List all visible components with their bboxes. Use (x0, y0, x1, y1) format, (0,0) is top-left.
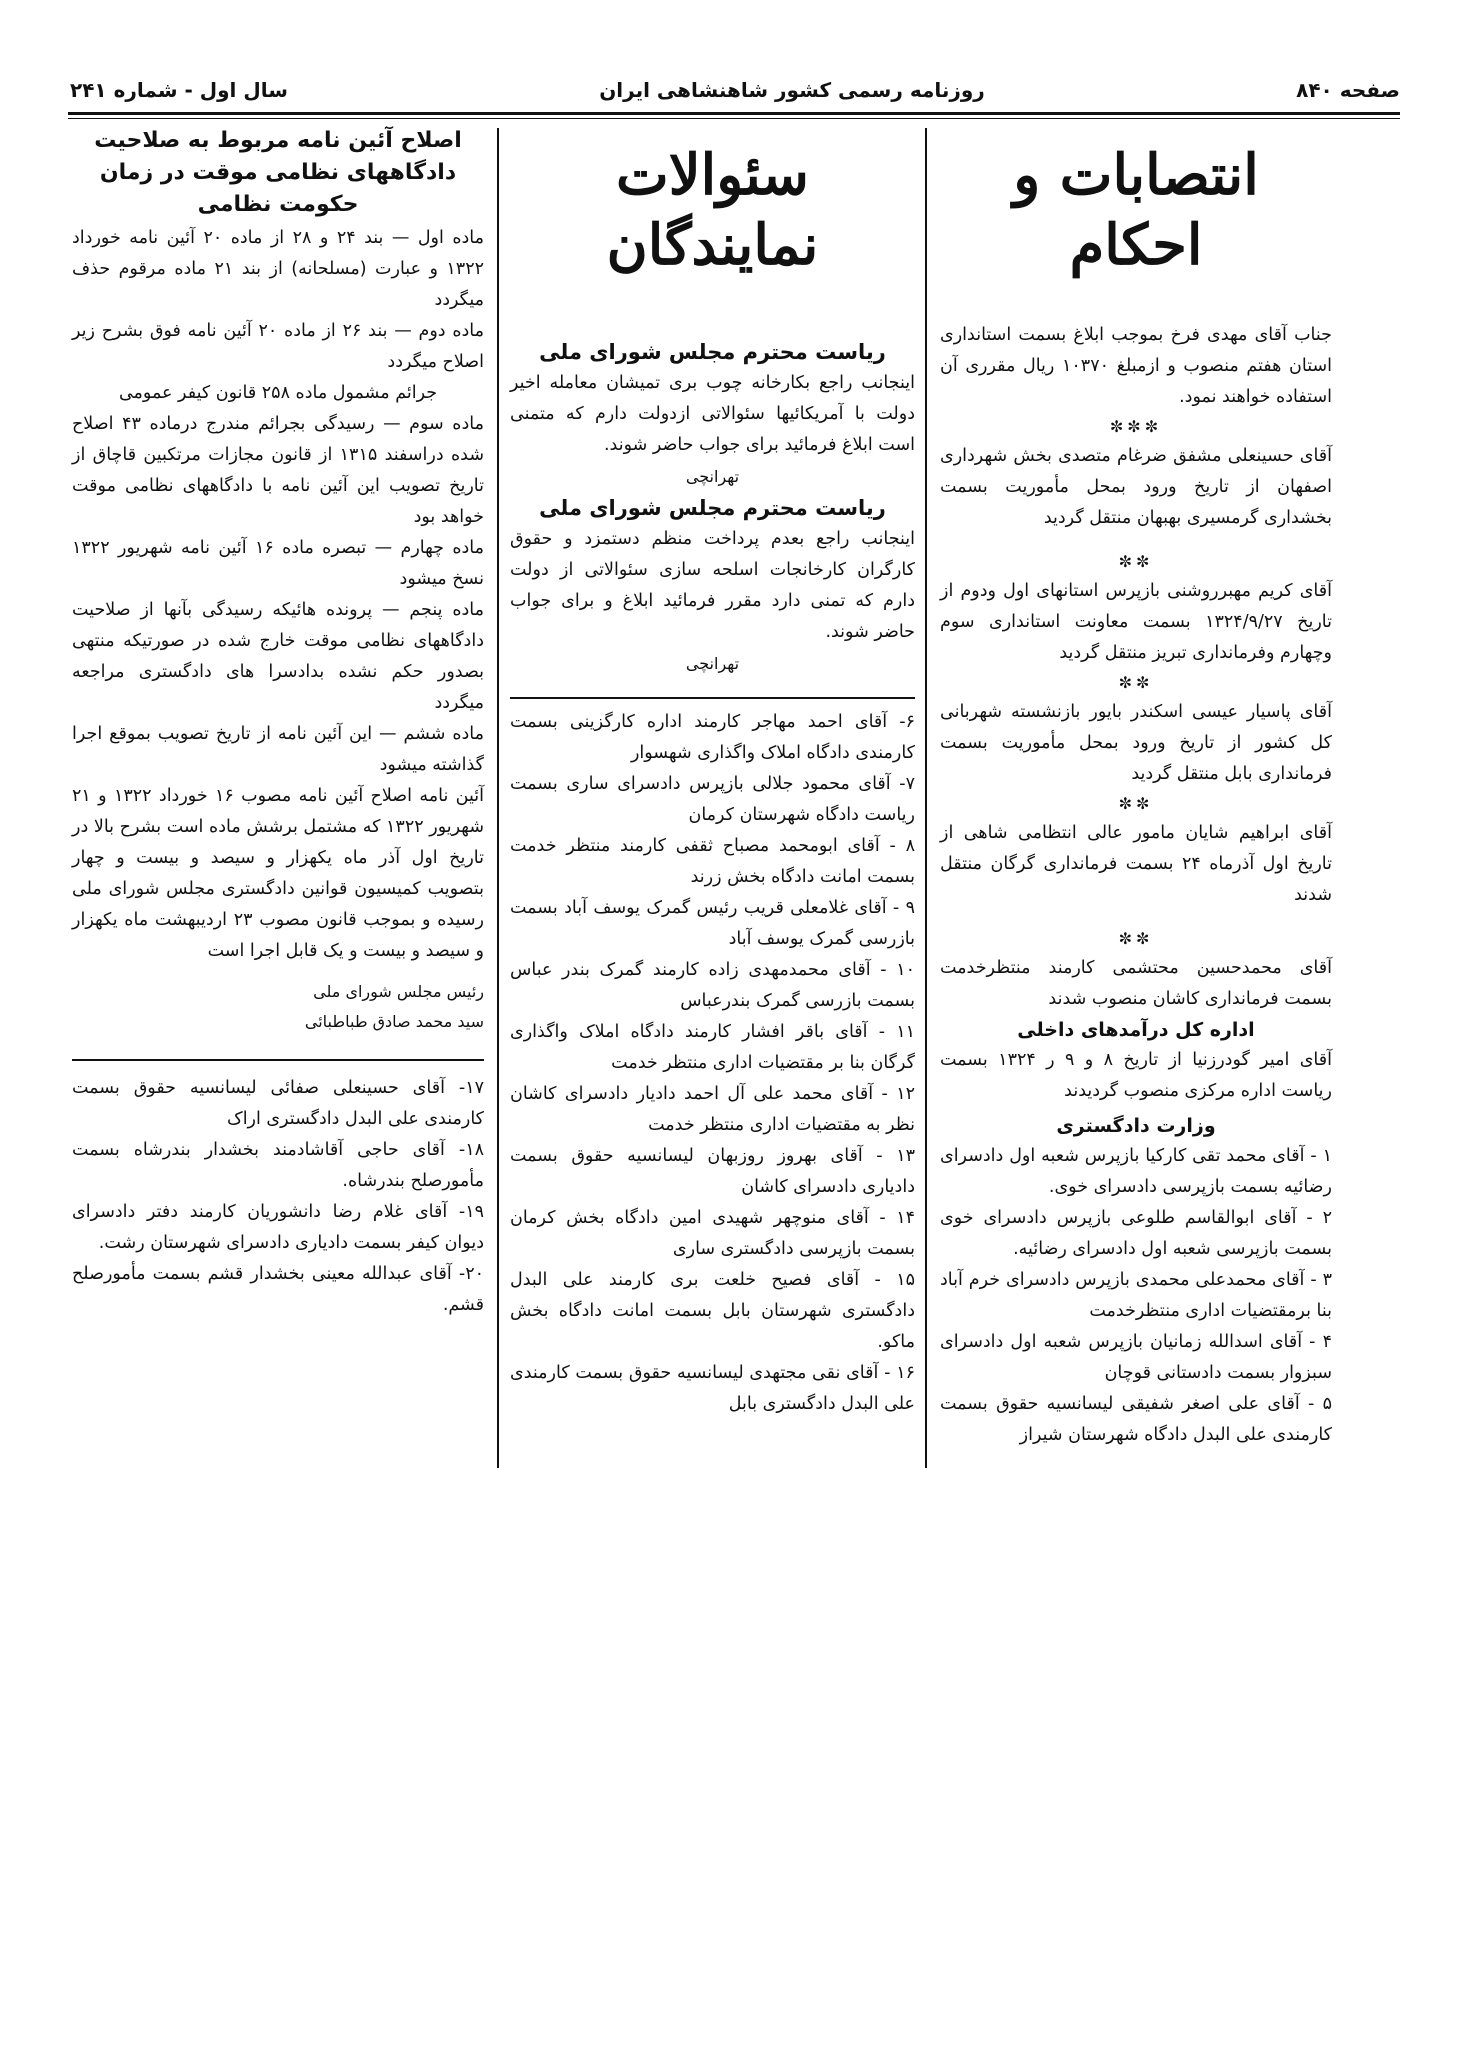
section-divider (72, 1059, 484, 1061)
signature: تهرانچی (685, 654, 740, 673)
page-header (70, 70, 1400, 110)
list-item: ۱۳ - آقای بهروز روزبهان لیسانسیه حقوق بسمت دادیاری دادسرای کاشان (510, 1146, 915, 1197)
section-heading: اداره کل درآمدهای داخلی (1017, 1019, 1255, 1041)
signature-name: سید محمد صادق طباطبائی (304, 1012, 484, 1031)
signature: تهرانچی (685, 467, 740, 486)
article-title: دادگاههای نظامی موقت در زمان (99, 160, 457, 185)
appointment-para: آقای محمدحسین محتشمی کارمند منتظرخدمت بسمت فرمانداری کاشان منصوب شدند (940, 958, 1332, 1009)
separator-ornament: ✼✼ (1118, 673, 1154, 692)
article-para: آئین نامه اصلاح آئین نامه مصوب ۱۶ خورداد ۱۳۲۲ و ۲۱ شهریور ۱۳۲۲ که مشتمل برشش ماده است بشرح بالا در تاریخ اول آذر ماه یکهزار و سیصد و بیست و چهار بتصویب کمیسیون قوانین دادگستری مجلس شورای ملی رسیده و بموجب قانون مصوب ۲۳ اردیبهشت ماه یکهزار و سیصد و بیست و یک قابل اجرا است (72, 786, 485, 961)
list-item: ۲۰- آقای عبدالله معینی بخشدار قشم بسمت مأمورصلح قشم. (72, 1264, 484, 1315)
separator-ornament: ✼✼✼ (1109, 417, 1163, 436)
appointment-para: آقای امیر گودرزنیا از تاریخ ۸ و ۹ ر ۱۳۲۴ بسمت ریاست اداره مرکزی منصوب گردیدند (940, 1050, 1332, 1101)
section-heading: وزارت دادگستری (1056, 1115, 1216, 1137)
list-item: ۱۰ - آقای محمدمهدی زاده کارمند گمرک بندر عباس بسمت بازرسی گمرک بندرعباس (510, 960, 915, 1011)
column-divider-left (497, 128, 499, 1468)
signature-title: رئیس مجلس شورای ملی (313, 982, 484, 1001)
separator-ornament: ✼✼ (1118, 794, 1154, 813)
list-item: ۴ - آقای اسدالله زمانیان بازپرس شعبه اول دادسرای سبزوار بسمت دادستانی قوچان (940, 1332, 1332, 1383)
separator-ornament: ✼✼ (1118, 552, 1154, 571)
appointment-para: آقای حسینعلی مشفق ضرغام متصدی بخش شهرداری اصفهان از تاریخ ورود بمحل مأموریت بسمت بخشداری گرمسیری بهبهان منتقل گردید (940, 446, 1332, 528)
article-para: ماده دوم — بند ۲۶ از ماده ۲۰ آئین نامه فوق بشرح زیر اصلاح میگردد (72, 321, 484, 372)
list-item: ۱۷- آقای حسینعلی صفائی لیسانسیه حقوق بسمت کارمندی علی البدل دادگستری اراک (72, 1078, 484, 1129)
list-item: ۱ - آقای محمد تقی کارکیا بازپرس شعبه اول دادسرای رضائیه بسمت بازپرسی دادسرای خوی. (940, 1146, 1332, 1197)
question-heading: ریاست محترم مجلس شورای ملی (539, 340, 886, 364)
section-divider (510, 697, 915, 699)
list-item: ۱۲ - آقای محمد علی آل احمد دادیار دادسرای کاشان نظر به مقتضیات اداری منتظر خدمت (510, 1084, 915, 1135)
article-para: ماده پنجم — پرونده هائیکه رسیدگی بآنها از صلاحیت دادگاههای نظامی موقت خارج شده در صورتیکه منتهی بصدور حکم نشده بدادسرا های دادگستری مراجعه میگردد (72, 600, 484, 713)
list-item: ۷- آقای محمود جلالی بازپرس دادسرای ساری بسمت ریاست دادگاه شهرستان کرمان (510, 774, 915, 825)
question-heading: ریاست محترم مجلس شورای ملی (539, 496, 886, 520)
list-item: ۱۴ - آقای منوچهر شهیدی امین دادگاه بخش کرمان بسمت بازپرسی دادگستری ساری (510, 1208, 915, 1259)
list-item: ۱۱ - آقای باقر افشار کارمند دادگاه املاک واگذاری گرگان بنا بر مقتضیات اداری منتظر خدمت (510, 1022, 915, 1073)
header-rule-top (68, 112, 1400, 115)
list-item: ۶- آقای احمد مهاجر کارمند اداره کارگزینی بسمت کارمندی دادگاه املاک واگذاری شهسوار (510, 712, 915, 763)
column-military-courts (72, 125, 484, 1321)
list-item: ۳ - آقای محمدعلی محمدی بازپرس دادسرای خرم آباد بنا برمقتضیات اداری منتظرخدمت (940, 1270, 1332, 1321)
question-text: اینجانب راجع بعدم پرداخت منظم دستمزد و حقوق کارگران کارخانجات اسلحه سازی سئوالاتی از دولت دارم که تمنی دارد مقرر فرمائید ابلاغ و برای جواب حاضر شوند. (510, 529, 915, 642)
appointment-para: جناب آقای مهدی فرخ بموجب ابلاغ بسمت استانداری استان هفتم منصوب و ازمبلغ ۱۰۳۷۰ ریال مقرری آن استفاده خواهند نمود. (940, 325, 1332, 407)
list-item: ۱۹- آقای غلام رضا دانشوریان کارمند دفتر دادسرای دیوان کیفر بسمت دادیاری دادسرای شهرستان رشت. (72, 1202, 484, 1253)
page-number: صفحه ۸۴۰ (1296, 78, 1400, 102)
issue-number: سال اول - شماره ۲۴۱ (70, 78, 288, 102)
appointment-para: آقای پاسیار عیسی اسکندر بایور بازنشسته شهربانی کل کشور از تاریخ ورود بمحل مأموریت بسمت فرمانداری بابل منتقل گردید (940, 702, 1332, 784)
column-divider-right (925, 128, 927, 1468)
article-para: ماده اول — بند ۲۴ و ۲۸ از ماده ۲۰ آئین نامه خورداد ۱۳۲۲ و عبارت (مسلحانه) از بند ۲۱ ماده مرقوم حذف میگردد (72, 228, 484, 310)
question-text: اینجانب راجع بکارخانه چوب بری تمیشان معامله اخیر دولت با آمریکائیها سئوالاتی ازدولت دارم که متمنی است ابلاغ فرمائید برای جواب حاضر شوند. (510, 373, 915, 455)
column-appointments (940, 130, 1332, 1451)
list-item: ۲ - آقای ابوالقاسم طلوعی بازپرس دادسرای خوی بسمت بازپرسی شعبه اول دادسرای رضائیه. (940, 1208, 1332, 1259)
appointments-masthead: انتصابات و احکام (1013, 142, 1259, 278)
article-title: حکومت نظامی (197, 192, 359, 217)
list-item: ۱۵ - آقای فصیح خلعت بری کارمند علی البدل دادگستری شهرستان بابل بسمت امانت دادگاه بخش ماکو. (510, 1270, 915, 1352)
list-item: ۵ - آقای علی اصغر شفیقی لیسانسیه حقوق بسمت کارمندی علی البدل دادگاه شهرستان شیراز (940, 1394, 1332, 1445)
list-item: ۸ - آقای ابومحمد مصباح ثقفی کارمند منتظر خدمت بسمت امانت دادگاه بخش زرند (510, 836, 915, 887)
gazette-title: روزنامه رسمی کشور شاهنشاهی ایران (599, 78, 985, 102)
appointment-para: آقای کریم مهبرروشنی بازپرس استانهای اول ودوم از تاریخ ۱۳۲۴/۹/۲۷ بسمت معاونت استانداری سوم وچهارم وفرمانداری تبریز منتقل گردید (940, 581, 1332, 663)
list-item: ۹ - آقای غلامعلی قریب رئیس گمرک یوسف آباد بسمت بازرسی گمرک یوسف آباد (510, 898, 915, 949)
article-para: ماده سوم — رسیدگی بجرائم مندرج درماده ۴۳ اصلاح شده دراسفند ۱۳۱۵ از قانون مجازات مرتکبین قاچاق از تاریخ تصویب این آئین نامه با دادگاههای نظامی موقت خواهد بود (72, 414, 484, 527)
article-para: ماده چهارم — تبصره ماده ۱۶ آئین نامه شهریور ۱۳۲۲ نسخ میشود (72, 538, 484, 589)
separator-ornament: ✼✼ (1118, 929, 1154, 948)
article-para: جرائم مشمول ماده ۲۵۸ قانون کیفر عمومی (118, 383, 438, 403)
header-rule-bottom (68, 118, 1400, 119)
list-item: ۱۸- آقای حاجی آقاشادمند بخشدار بندرشاه بسمت مأمورصلح بندرشاه. (72, 1140, 484, 1191)
column-questions (510, 130, 915, 1420)
article-para: ماده ششم — این آئین نامه از تاریخ تصویب بموقع اجرا گذاشته میشود (72, 724, 484, 775)
list-item: ۱۶ - آقای نقی مجتهدی لیسانسیه حقوق بسمت کارمندی علی البدل دادگستری بابل (510, 1363, 915, 1414)
article-title: اصلاح آئین نامه مربوط به صلاحیت (94, 128, 462, 153)
questions-masthead: سئوالات نمایندگان (606, 142, 819, 278)
appointment-para: آقای ابراهیم شایان مامور عالی انتظامی شاهی از تاریخ اول آذرماه ۲۴ بسمت فرمانداری گرگان منتقل شدند (940, 823, 1332, 905)
